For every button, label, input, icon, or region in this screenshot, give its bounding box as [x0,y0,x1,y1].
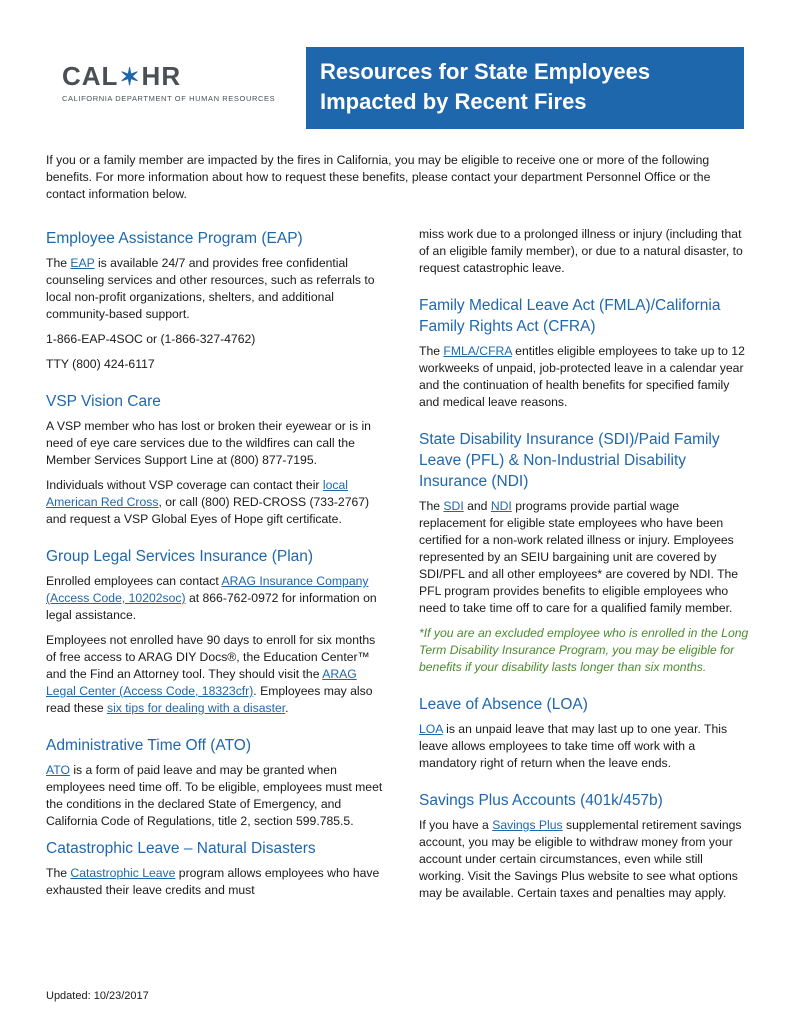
red-cross-link[interactable]: local American Red Cross [46,478,348,509]
six-tips-link[interactable]: six tips for dealing with a disaster [106,701,286,715]
arag-insurance-link[interactable]: ARAG Insurance Company (Access Code, 10202soc) [46,574,369,605]
title-line-2: Impacted by Recent Fires [320,89,587,114]
eap-phone: 1-866-EAP-4SOC or (1-866-327-4762) [46,332,256,346]
intro-paragraph: If you or a family member are impacted by the fires in California, you may be eligible to receive one or more of the following benefits. For more information about how to request these benefits, please contact your department Personnel Office or the contact information below. [46,153,711,201]
updated-date: Updated: 10/23/2017 [46,990,149,1002]
title-banner [306,47,744,129]
eap-link[interactable]: EAP [70,256,95,270]
logo-subtitle: CALIFORNIA DEPARTMENT OF HUMAN RESOURCES [62,94,276,103]
ato-paragraph: ATO is a form of paid leave and may be granted when employees need time off. To be eligible, employees must meet the conditions in the declared State of Emergency, and California Code of Regulations, title 2, section 599.785.5. [46,763,383,828]
legal-paragraph-1: Enrolled employees can contact ARAG Insurance Company (Access Code, 10202soc) at 866-762-0972 for information on legal assistance. [46,574,377,622]
legal-paragraph-2: Employees not enrolled have 90 days to enroll for six months of free access to ARAG DIY Docs®, the Education Center™ and the Find an Attorney tool. They should visit the ARAG Legal Center (Access Code, 18323cfr). Employees may also read these six tips for dealing with a disaster. [46,633,376,715]
right-column [419,226,749,910]
savings-paragraph: If you have a Savings Plus supplemental retirement savings account, you may be eligible to withdraw money from your account under certain circumstances, even while still working. Visit the Savings Plus website to see what options may be available. Certain taxes and penalties may apply. [419,818,742,900]
catastrophic-heading: Catastrophic Leave – Natural Disasters [46,840,316,857]
catastrophic-leave-link[interactable]: Catastrophic Leave [70,866,176,880]
savings-plus-link[interactable]: Savings Plus [492,818,563,832]
logo-text-cal: CAL [62,61,119,91]
sdi-link[interactable]: SDI [443,499,464,513]
vsp-paragraph-2: Individuals without VSP coverage can contact their local American Red Cross, or call (800) RED-CROSS (733-2767) and request a VSP Global Eyes of Hope gift certificate. [46,478,370,526]
loa-heading: Leave of Absence (LOA) [419,696,588,713]
fmla-cfra-link[interactable]: FMLA/CFRA [443,344,512,358]
legal-heading: Group Legal Services Insurance (Plan) [46,548,314,565]
catastrophic-paragraph: The Catastrophic Leave program allows employees who have exhausted their leave credits and must [46,866,380,897]
title-line-1: Resources for State Employees [320,59,651,84]
left-column [46,228,386,907]
eap-tty: TTY (800) 424-6117 [46,357,155,371]
catastrophic-continued: miss work due to a prolonged illness or injury (including that of an eligible family member), or due to a natural disaster, to request catastrophic leave. [419,227,743,275]
fmla-heading: Family Medical Leave Act (FMLA)/California Family Rights Act (CFRA) [419,297,721,335]
vsp-paragraph-1: A VSP member who has lost or broken their eyewear or is in need of eye care services due to the wildfires can call the Member Services Support Line at (800) 877-7195. [46,419,371,467]
vsp-heading: VSP Vision Care [46,393,161,410]
ato-link[interactable]: ATO [46,763,70,777]
loa-link[interactable]: LOA [419,722,443,736]
star-icon: ✶ [119,64,141,91]
fmla-paragraph: The FMLA/CFRA entitles eligible employees to take up to 12 workweeks of unpaid, job-protected leave in a calendar year and the continuation of health benefits for specified family and medical leave reasons. [419,344,745,409]
logo-wordmark [62,62,262,92]
calhr-logo [62,61,276,110]
eap-heading: Employee Assistance Program (EAP) [46,230,303,247]
savings-heading: Savings Plus Accounts (401k/457b) [419,792,663,809]
ato-heading: Administrative Time Off (ATO) [46,737,251,754]
loa-paragraph: LOA is an unpaid leave that may last up to one year. This leave allows employees to take time off work with a mandatory right of return when the leave ends. [419,722,728,770]
logo-text-hr: HR [141,61,182,91]
arag-legal-center-link[interactable]: ARAG Legal Center (Access Code, 18323cfr) [46,667,357,698]
ltd-note: *If you are an excluded employee who is enrolled in the Long Term Disability Insurance Program, you may be eligible for benefits if your disability lasts longer than six months. [419,626,749,674]
sdi-paragraph: The SDI and NDI programs provide partial wage replacement for eligible state employees who have been certified for a non-work related illness or injury. Employees represented by an SEIU bargaining unit are covered by SDI/PFL and all other employees* are covered by NDI. The PFL program provides benefits to eligible employees who need to take time off to care for a qualified family member. [419,499,739,615]
eap-paragraph: The EAP is available 24/7 and provides free confidential counseling services and other resources, such as referrals to local non-profit organizations, shelters, and additional community-based support. [46,256,375,321]
ndi-link[interactable]: NDI [490,499,512,513]
sdi-heading: State Disability Insurance (SDI)/Paid Family Leave (PFL) & Non-Industrial Disability Insurance (NDI) [419,431,720,490]
